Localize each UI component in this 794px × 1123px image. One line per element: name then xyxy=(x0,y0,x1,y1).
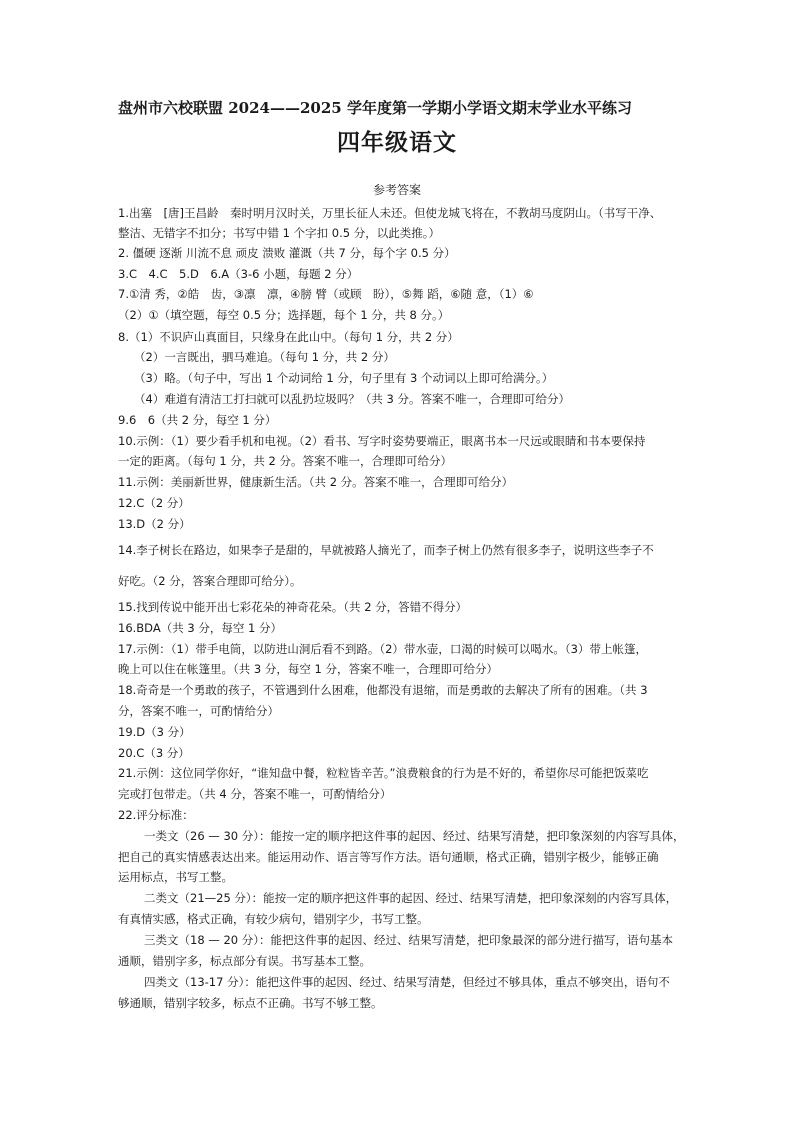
answer-line: （2）一言既出，驷马难追。（每句 1 分，共 2 分） xyxy=(134,350,395,364)
answer-line: 三类文（18 — 20 分）：能把这件事的起因、经过、结果写清楚，把印象最深的部分进行描写，语句基本 xyxy=(144,933,673,947)
answer-line: 一类文（26 — 30 分）：能按一定的顺序把这件事的起因、经过、结果写清楚，把印象深刻的内容写具体， xyxy=(144,829,685,843)
answer-line: 14.李子树长在路边，如果李子是甜的，早就被路人摘光了，而李子树上仍然有很多李子，说明这些李子不 xyxy=(118,543,654,557)
answer-line: 13.D（2 分） xyxy=(118,517,191,531)
answer-line: 分，答案不唯一，可酌情给分） xyxy=(118,704,279,718)
answer-line: 18.奇奇是一个勇敢的孩子，不管遇到什么困难，他都没有退缩，而是勇敢的去解决了所有的困难。（共 3 xyxy=(118,683,648,697)
answer-line: 7.①清 秀，②皓 齿，③凛 凛，④膀 臂（或顾 盼），⑤舞 蹈，⑥随 意，（1）⑥ xyxy=(118,287,534,301)
answer-line: 15.找到传说中能开出七彩花朵的神奇花朵。（共 2 分，答错不得分） xyxy=(118,600,468,614)
answer-line: 3.C 4.C 5.D 6.A（3-6 小题，每题 2 分） xyxy=(118,267,359,281)
answer-line: 22.评分标准： xyxy=(118,808,194,822)
answer-line: 10.示例：（1）要少看手机和电视。（2）看书、写字时姿势要端正，眼离书本一尺远或眼睛和书本要保持 xyxy=(118,434,646,448)
answer-line: 运用标点，书写工整。 xyxy=(118,870,233,884)
grade-subject-title: 四年级语文 xyxy=(337,129,457,156)
answer-line: 9.6 6（共 2 分，每空 1 分） xyxy=(118,413,277,427)
answer-line: 16.BDA（共 3 分，每空 1 分） xyxy=(118,621,282,635)
answer-line: 1.出塞 [唐]王昌龄 秦时明月汉时关，万里长征人未还。但使龙城飞将在，不教胡马度阴山。（书写干净、 xyxy=(118,206,662,220)
answer-line: 8.（1）不识庐山真面目，只缘身在此山中。（每句 1 分，共 2 分） xyxy=(118,330,459,344)
answer-line: 20.C（3 分） xyxy=(118,746,190,760)
answer-line: 四类文（13-17 分）：能把这件事的起因、经过、结果写清楚，但经过不够具体，重点不够突出，语句不 xyxy=(144,975,670,989)
answer-line: 11.示例：美丽新世界，健康新生活。（共 2 分。答案不唯一，合理即可给分） xyxy=(118,475,514,489)
answer-line: 晚上可以住在帐篷里。（共 3 分，每空 1 分，答案不唯一，合理即可给分） xyxy=(118,662,499,676)
answer-line: 一定的距离。（每句 1 分，共 2 分。答案不唯一，合理即可给分） xyxy=(118,454,453,468)
reference-answer-heading: 参考答案 xyxy=(372,183,421,197)
answer-line: 通顺，错别字多，标点部分有误。书写基本工整。 xyxy=(118,954,371,968)
answer-line: （4）难道有清洁工打扫就可以乱扔垃圾吗？（共 3 分。答案不唯一，合理即可给分） xyxy=(134,392,570,406)
answer-line: 二类文（21—25 分）：能按一定的顺序把这件事的起因、经过、结果写清楚，把印象深刻的内容写具体， xyxy=(144,891,678,905)
answer-line: 有真情实感，格式正确，有较少病句，错别字少，书写工整。 xyxy=(118,912,429,926)
answer-line: 12.C（2 分） xyxy=(118,496,190,510)
answer-line: 好吃。（2 分，答案合理即可给分）。 xyxy=(118,574,302,588)
answer-line: （3）略。（句子中，写出 1 个动词给 1 分，句子里有 3 个动词以上即可给满分。） xyxy=(134,371,554,385)
answer-line: 17.示例：（1）带手电筒，以防进山洞后看不到路。（2）带水壶，口渴的时候可以喝水。（3）带上帐篷， xyxy=(118,642,647,656)
answer-line: 整洁、无错字不扣分；书写中错 1 个字扣 0.5 分，以此类推。） xyxy=(118,226,440,240)
school-exam-title: 盘州市六校联盟 2024——2025 学年度第一学期小学语文期末学业水平练习 xyxy=(118,99,632,117)
answer-line: 19.D（3 分） xyxy=(118,725,191,739)
answer-line: 2. 僵硬 逐渐 川流不息 顽皮 溃败 灌溉（共 7 分，每个字 0.5 分） xyxy=(118,246,456,260)
answer-line: 够通顺，错别字较多，标点不正确。书写不够工整。 xyxy=(118,996,383,1010)
answer-line: 把自己的真实情感表达出来。能运用动作、语言等写作方法。语句通顺，格式正确，错别字极少，能够正确 xyxy=(118,850,659,864)
answer-line: 21.示例：这位同学你好，“谁知盘中餐，粒粒皆辛苦。”浪费粮食的行为是不好的，希望你尽可能把饭菜吃 xyxy=(118,766,649,780)
answer-line: （2）①（填空题，每空 0.5 分；选择题，每个 1 分，共 8 分。） xyxy=(118,308,450,322)
answer-line: 完或打包带走。（共 4 分，答案不唯一，可酌情给分） xyxy=(118,787,392,801)
